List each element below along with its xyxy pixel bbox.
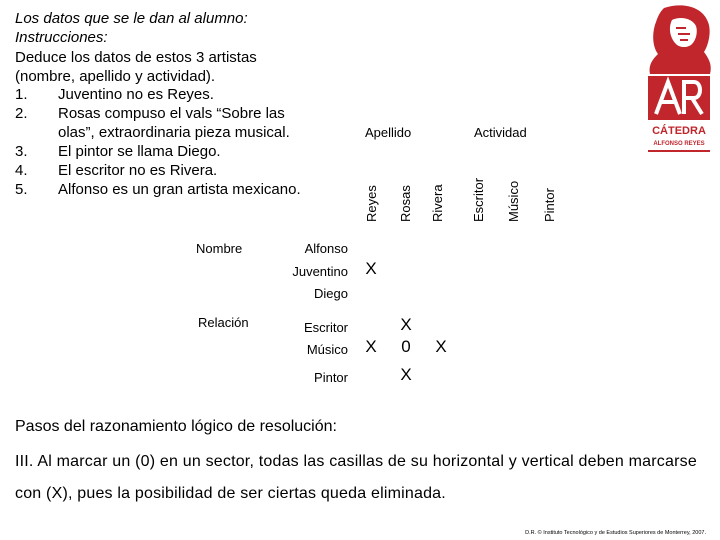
mark-juventino-reyes: X [365, 259, 377, 278]
clue-text: El escritor no es Rivera. [58, 162, 218, 179]
catedra-logo-graphic [642, 2, 716, 158]
mark-musico-reyes: X [365, 337, 377, 356]
instructions-heading: Instrucciones: [15, 29, 108, 46]
col-label-reyes: Reyes [364, 185, 379, 222]
apellido-header: Apellido [365, 125, 412, 140]
col-label-pintor: Pintor [542, 188, 557, 222]
instructions-line-2: (nombre, apellido y actividad). [15, 68, 216, 85]
instructions-line-1: Deduce los datos de estos 3 artistas [15, 49, 257, 66]
clue-number: 5. [15, 181, 28, 198]
clue-text: Rosas compuso el vals “Sobre las [58, 105, 285, 122]
mark-escritor-rosas: X [400, 315, 412, 334]
clue-number: 1. [15, 86, 28, 103]
reasoning-body: III. Al marcar un (0) en un sector, todas las casillas de su horizontal y vertical deben marcarse con (X), pues la posibilidad de ser ciertas queda eliminada. [15, 453, 697, 502]
row-label-escritor: Escritor [303, 320, 348, 335]
intro-title: Los datos que se le dan al alumno: [15, 10, 248, 27]
col-label-musico: Músico [506, 180, 521, 222]
clue-text: El pintor se llama Diego. [58, 143, 221, 160]
actividad-header: Actividad [474, 125, 527, 140]
clue-text: Juventino no es Reyes. [58, 86, 214, 103]
footer-credit: D.R. © Instituto Tecnológico y de Estudios Superiores de Monterrey, 2007. [525, 530, 706, 536]
nombre-category-label: Nombre [196, 241, 243, 256]
logo-subtitle: ALFONSO REYES [653, 141, 705, 147]
mark-musico-rosas: 0 [401, 337, 411, 356]
mark-pintor-rosas: X [400, 365, 412, 384]
catedra-logo [642, 2, 716, 158]
col-label-escritor: Escritor [471, 177, 486, 222]
reasoning-title: Pasos del razonamiento lógico de resolución: [15, 418, 337, 435]
clue-number: 2. [15, 105, 28, 122]
clue-number: 3. [15, 143, 28, 160]
clue-number: 4. [15, 162, 28, 179]
col-label-rivera: Rivera [430, 184, 445, 222]
row-label-musico: Músico [306, 342, 348, 357]
row-label-juventino: Juventino [292, 264, 348, 279]
row-label-pintor: Pintor [314, 370, 348, 385]
row-label-alfonso: Alfonso [304, 241, 348, 256]
mark-musico-rivera: X [435, 337, 447, 356]
clue-list [0, 86, 360, 206]
logo-title: CÁTEDRA [652, 125, 706, 137]
col-label-rosas: Rosas [398, 185, 413, 222]
clue-text: Alfonso es un gran artista mexicano. [58, 181, 301, 198]
relacion-category-label: Relación [198, 315, 249, 330]
row-label-diego: Diego [314, 286, 348, 301]
clue-text: olas”, extraordinaria pieza musical. [58, 124, 290, 141]
